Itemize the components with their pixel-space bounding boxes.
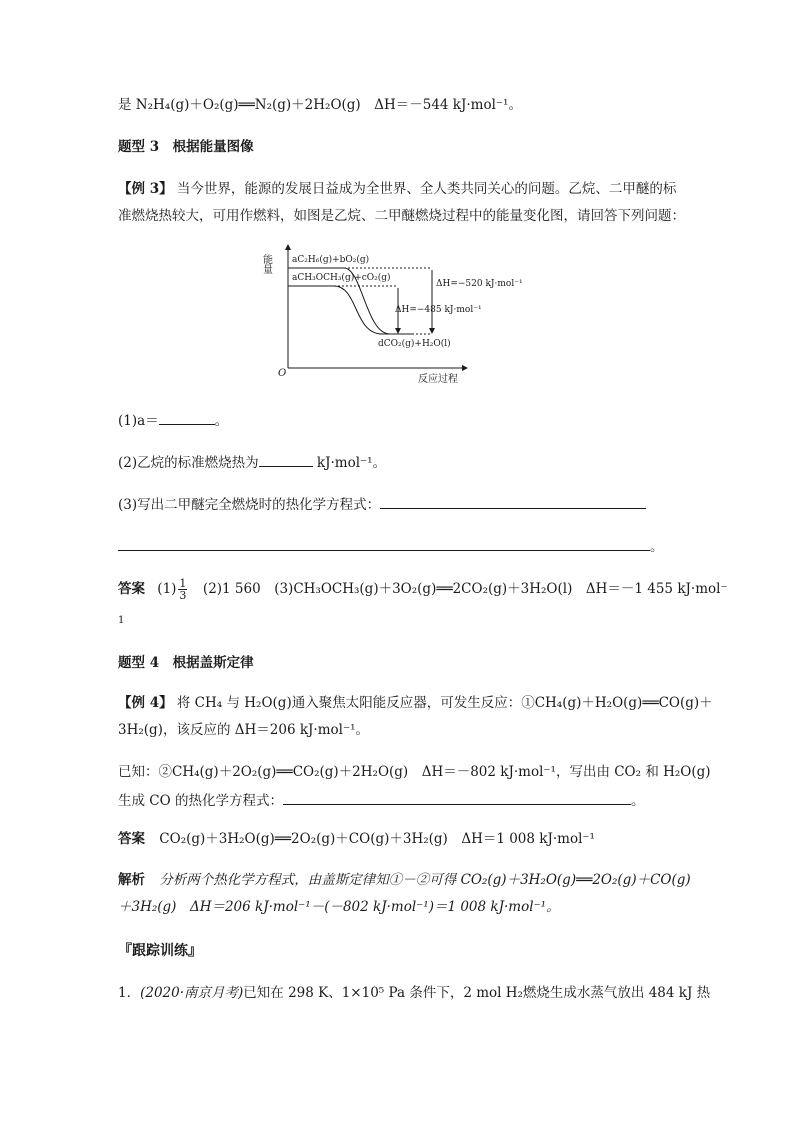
curve-dimethyl-ether — [334, 286, 382, 334]
answer-3-wrap: 1 — [118, 615, 125, 626]
section-title-4: 题型 4 根据盖斯定律 — [118, 655, 254, 671]
solution-tag: 解析 — [118, 872, 145, 888]
question-3-text: (3)写出二甲醚完全燃烧时的热化学方程式： — [118, 497, 381, 513]
answer-blank-3b[interactable] — [118, 536, 650, 551]
first-line: 是 N₂H₄(g)＋O₂(g)══N₂(g)＋2H₂O(g) ΔH＝－544 kJ·mol⁻¹。 — [118, 97, 522, 113]
question-1 — [118, 410, 228, 430]
example-4-line-2: 3H₂(g)，该反应的 ΔH＝206 kJ·mol⁻¹。 — [118, 722, 369, 738]
problem-1 — [118, 984, 710, 1002]
energy-diagram — [262, 240, 532, 388]
question-1-text: (1)a＝ — [118, 413, 159, 429]
fraction: $\frac{1}{3}$ — [179, 577, 187, 602]
mid-state-label: aCH₃OCH₃(g)+cO₂(g) — [292, 273, 391, 283]
question-1-end: 。 — [214, 413, 229, 429]
answer-4-text: CO₂(g)＋3H₂O(g)══2O₂(g)＋CO(g)＋3H₂(g) ΔH＝1 008 kJ·mol⁻¹ — [159, 831, 595, 847]
answer-3 — [118, 578, 728, 601]
example-3-text-a: 当今世界，能源的发展日益成为全世界、全人类共同关心的问题。乙烷、二甲醚的标 — [176, 181, 677, 197]
x-axis-arrow — [462, 365, 468, 371]
answer-blank-4[interactable] — [283, 790, 631, 805]
solution-line-1 — [118, 871, 691, 889]
answer-blank-2[interactable] — [259, 452, 313, 467]
example-3-line-1 — [118, 180, 676, 198]
solution-line-2: ＋3H₂(g) ΔH＝206 kJ·mol⁻¹－(－802 kJ·mol⁻¹)＝1 008 kJ·mol⁻¹。 — [118, 899, 560, 915]
answer-3-tag: 答案 — [118, 581, 145, 597]
answer-blank-1[interactable] — [159, 410, 215, 425]
example-3-tag: 【例 3】 — [118, 181, 173, 197]
answer-blank-3a[interactable] — [380, 494, 646, 509]
dh1-label: ΔH=−520 kJ·mol⁻¹ — [436, 279, 523, 289]
origin-label: O — [278, 368, 287, 379]
question-2-text: (2)乙烷的标准燃烧热为 — [118, 455, 259, 471]
example-3-line-2: 准燃烧热较大，可用作燃料，如图是乙烷、二甲醚燃烧过程中的能量变化图，请回答下列问题： — [118, 208, 685, 224]
section-title-3: 题型 3 根据能量图像 — [118, 139, 254, 155]
x-axis-label: 反应过程 — [418, 374, 458, 385]
dh2-label: ΔH=−485 kJ·mol⁻¹ — [395, 305, 482, 315]
example-4-line-3: 已知：②CH₄(g)＋2O₂(g)══CO₂(g)＋2H₂O(g) ΔH＝－802 kJ·mol⁻¹，写出由 CO₂ 和 H₂O(g) — [118, 764, 711, 780]
top-state-label: aC₂H₆(g)+bO₂(g) — [292, 255, 370, 265]
y-axis-label: 能量 — [260, 254, 272, 274]
answer-3-rest: (2)1 560 (3)CH₃OCH₃(g)＋3O₂(g)══2CO₂(g)＋3H₂O(l) ΔH＝－1 455 kJ·mol⁻ — [189, 581, 728, 597]
example-4-line-1 — [118, 694, 713, 712]
problem-1-text: 已知在 298 K、1×10⁵ Pa 条件下，2 mol H₂燃烧生成水蒸气放出 484 kJ 热 — [243, 985, 711, 1001]
example-4-text-a: 将 CH₄ 与 H₂O(g)通入聚焦太阳能反应器，可发生反应：①CH₄(g)＋H₂O(g)══CO(g)＋ — [176, 695, 713, 711]
y-axis-arrow — [285, 244, 291, 250]
problem-1-number: 1． — [118, 985, 141, 1001]
example-4-line-4 — [118, 790, 644, 810]
question-3-end: 。 — [650, 539, 664, 555]
question-2 — [118, 452, 386, 472]
example-4-tag: 【例 4】 — [118, 695, 173, 711]
solution-text-a: 分析两个热化学方程式，由盖斯定律知①－②可得 CO₂(g)＋3H₂O(g)══2O₂(g)＋CO(g) — [159, 872, 691, 888]
question-3-line-2 — [118, 536, 664, 556]
question-2-unit: kJ·mol⁻¹。 — [316, 455, 387, 471]
question-3 — [118, 494, 646, 514]
answer-4 — [118, 830, 595, 848]
bottom-state-label: dCO₂(g)+H₂O(l) — [378, 339, 451, 349]
tracking-practice-heading: 『跟踪训练』 — [118, 943, 202, 959]
example-4-end: 。 — [630, 793, 645, 809]
answer-4-tag: 答案 — [118, 831, 145, 847]
example-4-text-d: 生成 CO 的热化学方程式： — [118, 793, 283, 809]
answer-3-part1: (1) — [157, 581, 177, 597]
problem-1-source: (2020·南京月考) — [140, 985, 244, 1001]
